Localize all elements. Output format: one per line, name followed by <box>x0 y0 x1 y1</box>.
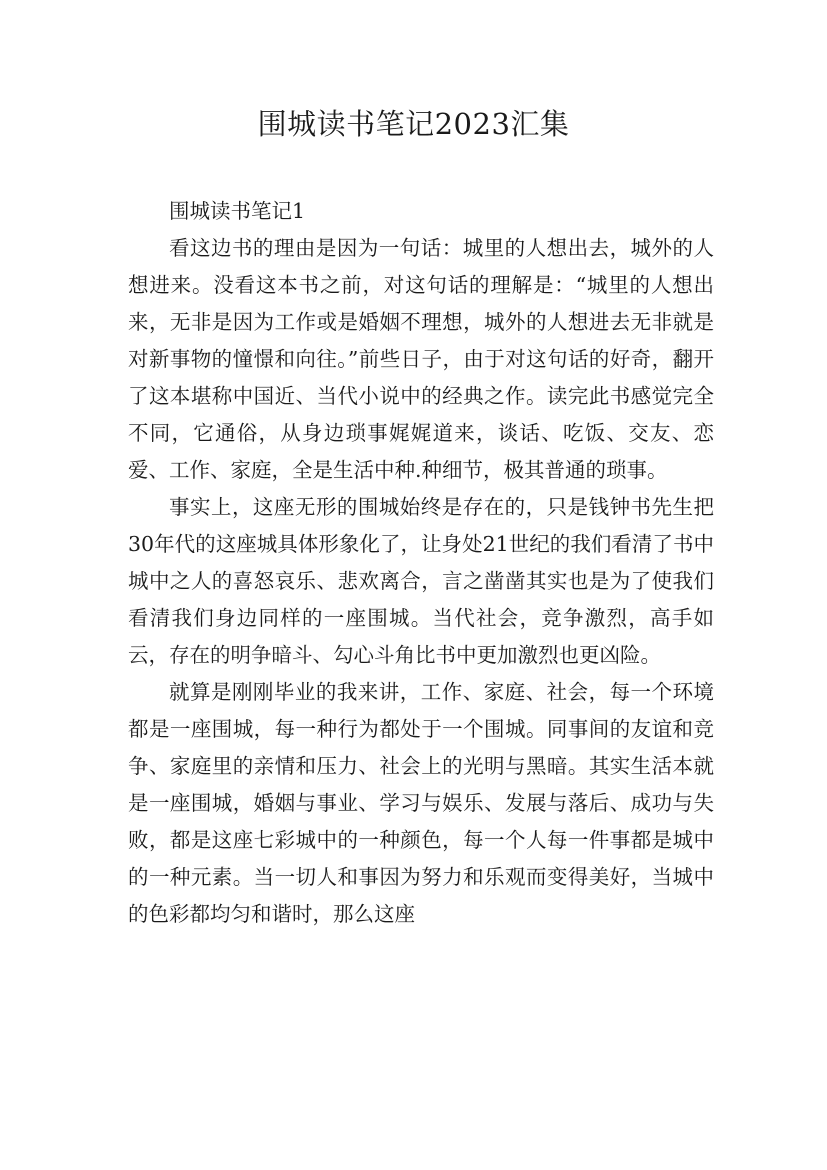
document-title: 围城读书笔记2023汇集 <box>257 107 570 141</box>
document-body <box>128 193 714 933</box>
paragraph: 就算是刚刚毕业的我来讲，工作、家庭、社会，每一个环境都是一座围城，每一种行为都处于一个围城。同事间的友谊和竞争、家庭里的亲情和压力、社会上的光明与黑暗。其实生活本就是一座围城，婚姻与事业、学习与娱乐、发展与落后、成功与失败，都是这座七彩城中的一种颜色，每一个人每一件事都是城中的一种元素。当一切人和事因为努力和乐观而变得美好，当城中的色彩都均匀和谐时，那么这座 <box>128 680 714 926</box>
section-heading: 围城读书笔记1 <box>169 199 306 223</box>
paragraph: 事实上，这座无形的围城始终是存在的，只是钱钟书先生把30年代的这座城具体形象化了，让身处21世纪的我们看清了书中城中之人的喜怒哀乐、悲欢离合，言之凿凿其实也是为了使我们看清我们身边同样的一座围城。当代社会，竞争激烈，高手如云，存在的明争暗斗、勾心斗角比书中更加激烈也更凶险。 <box>128 495 714 667</box>
paragraph: 看这边书的理由是因为一句话：城里的人想出去，城外的人想进来。没看这本书之前，对这句话的理解是：“城里的人想出来，无非是因为工作或是婚姻不理想，城外的人想进去无非就是对新事物的憧憬和向往。”前些日子，由于对这句话的好奇，翻开了这本堪称中国近、当代小说中的经典之作。读完此书感觉完全不同，它通俗，从身边琐事娓娓道来，谈话、吃饭、交友、恋爱、工作、家庭，全是生活中种.种细节，极其普通的琐事。 <box>128 236 714 482</box>
